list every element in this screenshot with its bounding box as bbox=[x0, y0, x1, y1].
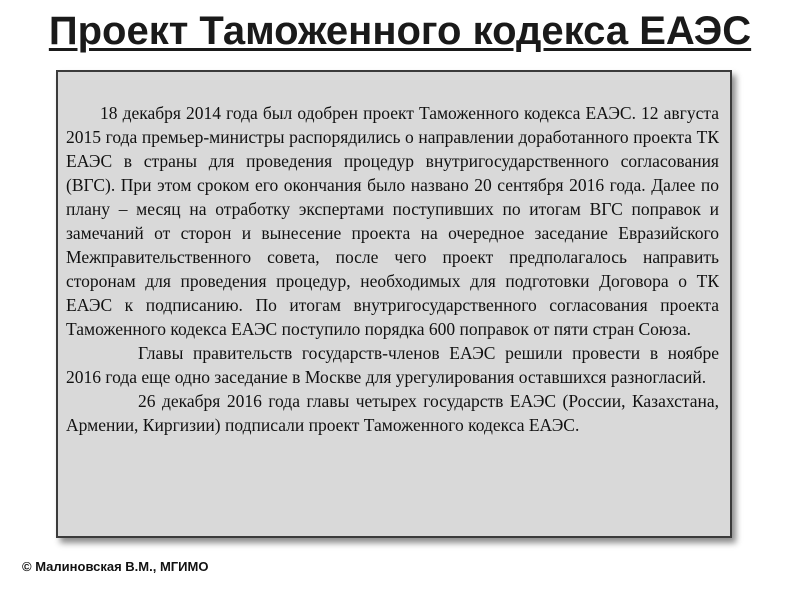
paragraph-approval: 18 декабря 2014 года был одобрен проект Таможенного кодекса ЕАЭС. 12 августа 2015 года премьер-министры распорядились о направлении доработанного проекта ТК ЕАЭС в страны для проведения процедур внутригосударственного согласования (ВГС). При этом сроком его окончания было названо 20 сентября 2016 года. Далее по плану – месяц на отработку экспертами поступивших по итогам ВГС поправок и замечаний от сторон и вынесение проекта на очередное заседание Евразийского Межправительственного совета, после чего проект предполагалось направить сторонам для проведения процедур, необходимых для подготовки Договора о ТК ЕАЭС к подписанию. По итогам внутригосударственного согласования проекта Таможенного кодекса ЕАЭС поступило порядка 600 поправок от пяти стран Союза. bbox=[66, 103, 719, 339]
copyright-note: © Малиновская В.М., МГИМО bbox=[22, 559, 209, 574]
content-box bbox=[56, 70, 732, 538]
slide-title: Проект Таможенного кодекса ЕАЭС bbox=[48, 9, 752, 53]
paragraph-signing: 26 декабря 2016 года главы четырех государств ЕАЭС (России, Казахстана, Армении, Киргизии) подписали проект Таможенного кодекса ЕАЭС. bbox=[66, 391, 719, 435]
paragraph-meeting: Главы правительств государств-членов ЕАЭС решили провести в ноябре 2016 года еще одно заседание в Москве для урегулирования оставшихся разногласий. bbox=[66, 343, 719, 387]
